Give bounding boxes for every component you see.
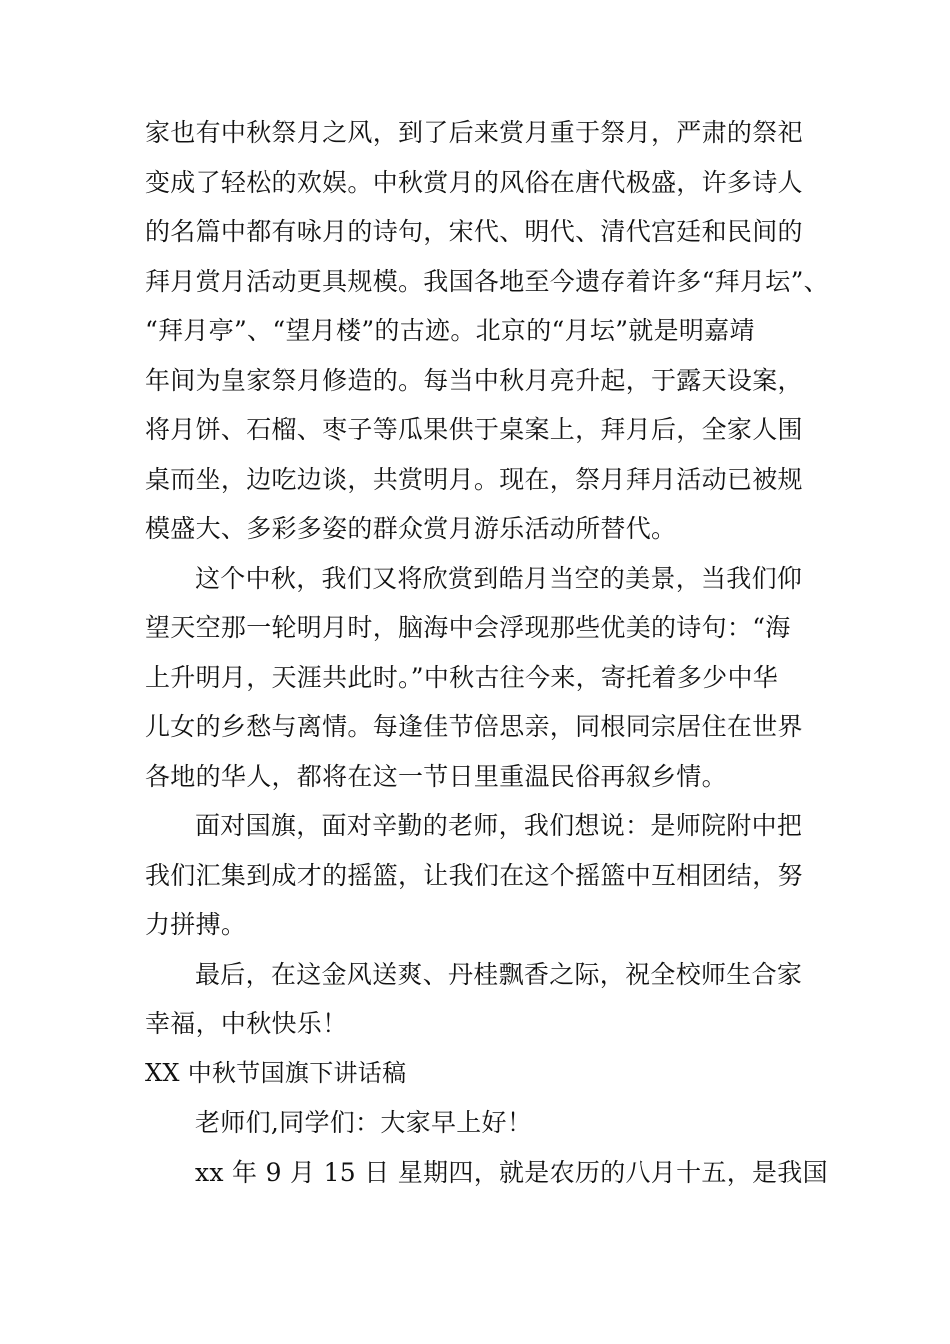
greeting-line: 老师们,同学们：大家早上好！ bbox=[195, 1108, 533, 1137]
paragraph-line: 最后，在这金风送爽、丹桂飘香之际，祝全校师生合家 bbox=[195, 959, 803, 989]
paragraph-line: 力拼搏。 bbox=[145, 910, 247, 939]
paragraph-line: 望天空那一轮明月时，脑海中会浮现那些优美的诗句：“海 bbox=[145, 613, 791, 642]
paragraph-line: 拜月赏月活动更具规模。我国各地至今遗存着许多“拜月坛”、 bbox=[145, 266, 829, 296]
paragraph-line: 将月饼、石榴、枣子等瓜果供于桌案上，拜月后，全家人围 bbox=[145, 415, 803, 444]
document-body bbox=[145, 108, 829, 1197]
paragraph-line: 儿女的乡愁与离情。每逢佳节倍思亲，同根同宗居住在世界 bbox=[145, 712, 803, 741]
paragraph-line: 这个中秋，我们又将欣赏到皓月当空的美景，当我们仰 bbox=[195, 563, 803, 593]
paragraph-line: 模盛大、多彩多姿的群众赏月游乐活动所替代。 bbox=[145, 514, 677, 543]
paragraph-line: 面对国旗，面对辛勤的老师，我们想说：是师院附中把 bbox=[195, 811, 803, 840]
paragraph-line: 变成了轻松的欢娱。中秋赏月的风俗在唐代极盛，许多诗人 bbox=[145, 167, 803, 197]
paragraph-line: 各地的华人，都将在这一节日里重温民俗再叙乡情。 bbox=[145, 761, 727, 791]
paragraph-line: 幸福，中秋快乐！ bbox=[145, 1009, 348, 1038]
section-title: XX 中秋节国旗下讲话稿 bbox=[145, 1058, 407, 1087]
paragraph-line: xx 年 9 月 15 日 星期四，就是农历的八月十五，是我国 bbox=[195, 1157, 828, 1187]
paragraph-line: 上升明月，天涯共此时。”中秋古往今来，寄托着多少中华 bbox=[145, 662, 779, 692]
paragraph-line: 家也有中秋祭月之风，到了后来赏月重于祭月，严肃的祭祀 bbox=[145, 118, 803, 147]
paragraph-line: 年间为皇家祭月修造的。每当中秋月亮升起，于露天设案， bbox=[145, 365, 803, 395]
paragraph-line: “拜月亭”、“望月楼”的古迹。北京的“月坛”就是明嘉靖 bbox=[145, 316, 755, 345]
paragraph-line: 桌而坐，边吃边谈，共赏明月。现在，祭月拜月活动已被规 bbox=[145, 464, 803, 494]
paragraph-line: 我们汇集到成才的摇篮，让我们在这个摇篮中互相团结，努 bbox=[145, 860, 803, 890]
paragraph-line: 的名篇中都有咏月的诗句，宋代、明代、清代宫廷和民间的 bbox=[145, 217, 803, 246]
